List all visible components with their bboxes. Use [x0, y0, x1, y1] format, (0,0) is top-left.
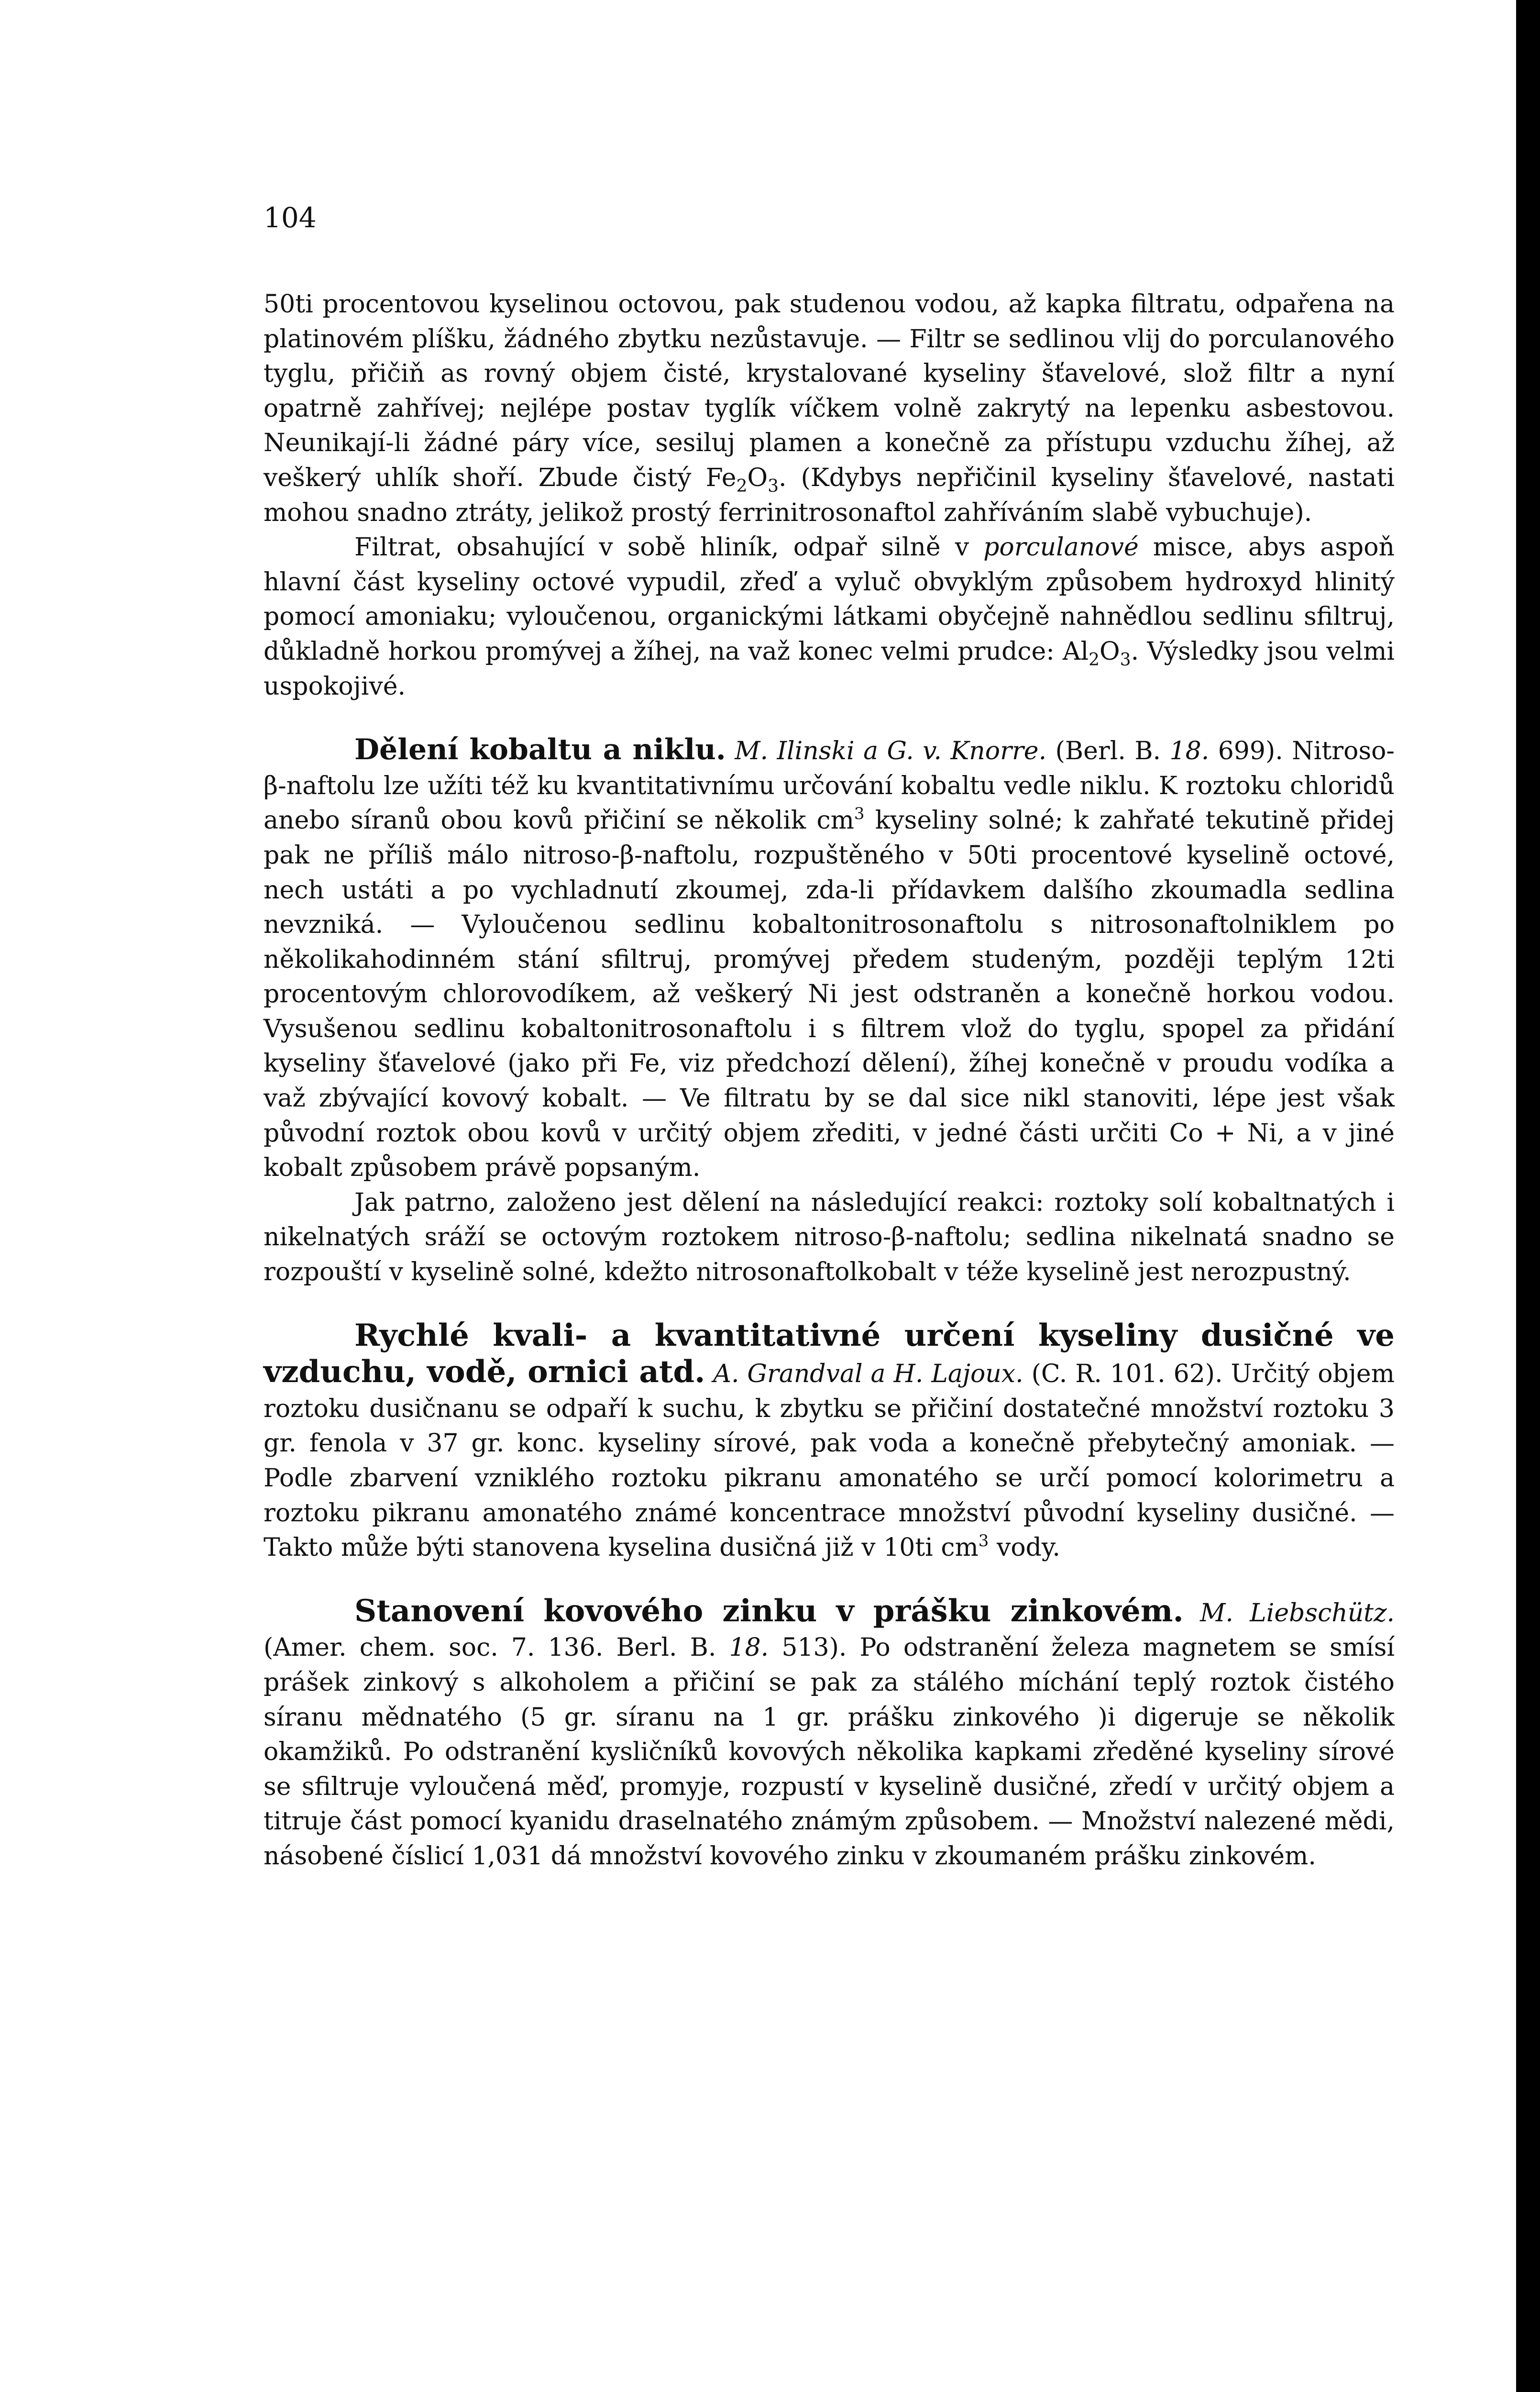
scan-edge-band	[1516, 0, 1540, 2392]
intro-text-2c: O	[1100, 637, 1120, 666]
section-1-paragraph-2: Jak patrno, založeno jest dělení na následující reakci: roztoky solí kobaltnatých i nikelnatých sráží se octovým roztokem nitroso-β-naftolu; sedlina nikelnatá snadno se rozpouští v kyselině solné, kdežto nitrosonaftolkobalt v téže kyselině jest nerozpustný.	[264, 1188, 1395, 1287]
spacer	[264, 1290, 1395, 1318]
section-2-paragraph	[264, 1318, 1395, 1565]
intro-text-2d: . Výsledky jsou velmi uspokojivé.	[264, 637, 1395, 701]
page-body	[264, 287, 1395, 1874]
intro-text-1c: . (Kdybys nepřičinil kyseliny šťavelové, nastati mohou snadno ztráty, jelikož prostý ferrinitrosonaftol zahříváním slabě vybuchuje).	[264, 463, 1395, 527]
intro-text-2b: misce, abys aspoň hlavní část kyseliny octové vypudil, zřeď a vyluč obvyklým způsobem hydroxyd hlinitý pomocí amoniaku; vyloučenou, organickými látkami obyčejně nahnědlou sedlinu sfiltruj, důkladně horkou promývej a žíhej, na važ konec velmi prudce: Al	[264, 533, 1395, 666]
subscript: 3	[768, 476, 779, 496]
page-number: 104	[264, 201, 317, 234]
section-1-title: Dělení kobaltu a niklu.	[354, 733, 726, 767]
section-1-text: 699). Nitroso-β-naftolu lze užíti též ku kvantitativnímu určování kobaltu vedle niklu. K roztoku chloridů anebo síranů obou kovů přičiní se několik cm	[264, 737, 1395, 835]
section-1-ref-italic: 18.	[1169, 737, 1210, 766]
intro-text-2-italic: porculanové	[983, 533, 1139, 562]
spacer	[264, 1565, 1395, 1594]
section-2-title: Rychlé kvali- a kvantitativné určení kyseliny dusičné ve vzduchu, vodě, ornici atd.	[264, 1317, 1395, 1390]
intro-text-1a: 50ti procentovou kyselinou octovou, pak studenou vodou, až kapka filtratu, odpařena na platinovém plíšku, žádného zbytku nezůstavuje. — Filtr se sedlinou vlij do porculanového tyglu, přičiň as rovný objem čisté, krystalované kyseliny šťavelové, slož filtr a nyní opatrně zahřívej; nejlépe postav tyglík víčkem volně zakrytý na lepenku asbestovou. Neunikají-li žádné páry více, sesiluj plamen a konečně za přístupu vzduchu žíhej, až veškerý uhlík shoří. Zbude čistý Fe	[264, 290, 1395, 492]
section-3-ref-italic: 18.	[729, 1633, 769, 1662]
spacer	[264, 704, 1395, 732]
section-2-body: (C. R. 101. 62). Určitý objem roztoku dusičnanu se odpaří k suchu, k zbytku se přičiní dostatečné množství roztoku 3 gr. fenola v 37 gr. konc. kyseliny sírové, pak voda a konečně přebytečný amoniak. — Podle zbarvení vzniklého roztoku pikranu amonatého se určí pomocí kolorimetru a roztoku pikranu amonatého známé koncentrace množství původní kyseliny dusičné. — Takto může býti stanovena kyselina dusičná již v 10ti cm	[264, 1360, 1395, 1562]
intro-paragraph-2	[264, 530, 1395, 704]
section-3-paragraph	[264, 1594, 1395, 1874]
intro-text-1b: O	[747, 463, 768, 492]
section-1-paragraph-1	[264, 732, 1395, 1185]
section-2-end: vody.	[989, 1533, 1060, 1562]
subscript: 2	[1089, 650, 1100, 670]
section-1-body: kyseliny solné; k zahřaté tekutině přidej pak ne příliš málo nitroso-β-naftolu, rozpuštěného v 50ti procentové kyselině octové, nech ustáti a po vychladnutí zkoumej, zda-li přídavkem dalšího zkoumadla sedlina nevzniká. — Vyloučenou sedlinu kobaltonitrosonaftolu s nitrosonaftolniklem po několikahodinném stání sfiltruj, promývej předem studeným, později teplým 12ti procentovým chlorovodíkem, až veškerý Ni jest odstraněn a konečně horkou vodou. Vysušenou sedlinu kobaltonitrosonaftolu i s filtrem vlož do tyglu, spopel za přidání kyseliny šťavelové (jako při Fe, viz předchozí dělení), žíhej konečně v proudu vodíka a važ zbývající kovový kobalt. — Ve filtratu by se dal sice nikl stanoviti, lépe jest však původní roztok obou kovů v určitý objem zřediti, v jedné části určiti Co + Ni, a v jiné kobalt způsobem právě popsaným.	[264, 806, 1395, 1183]
subscript: 3	[1120, 650, 1131, 670]
section-3-ref-a: (Amer. chem. soc. 7. 136. Berl. B.	[264, 1633, 729, 1662]
intro-paragraph-1	[264, 287, 1395, 530]
section-3-authors: M. Liebschütz.	[1200, 1598, 1395, 1628]
superscript: 3	[854, 804, 865, 824]
section-1-ref-a: (Berl. B.	[1046, 737, 1170, 766]
section-3-title: Stanovení kovového zinku v prášku zinkovém.	[354, 1593, 1184, 1629]
intro-text-2a: Filtrat, obsahující v sobě hliník, odpař silně v	[354, 533, 984, 562]
section-3-body: 513). Po odstranění železa magnetem se smísí prášek zinkový s alkoholem a přičiní se pak za stálého míchání teplý roztok čistého síranu mědnatého (5 gr. síranu na 1 gr. prášku zinkového )i digeruje se několik okamžiků. Po odstranění kysličníků kovových několika kapkami zředěné kyseliny sírové se sfiltruje vyloučená měď, promyje, rozpustí v kyselině dusičné, zředí v určitý objem a titruje část pomocí kyanidu draselnatého známým způsobem. — Množství nalezené mědi, násobené číslicí 1,031 dá množství kovového zinku v zkoumaném prášku zinkovém.	[264, 1633, 1395, 1871]
subscript: 2	[736, 476, 748, 496]
section-1-authors: M. Ilinski a G. v. Knorre.	[735, 737, 1047, 766]
superscript: 3	[978, 1531, 989, 1551]
section-2-authors: A. Grandval a H. Lajoux.	[713, 1360, 1023, 1389]
